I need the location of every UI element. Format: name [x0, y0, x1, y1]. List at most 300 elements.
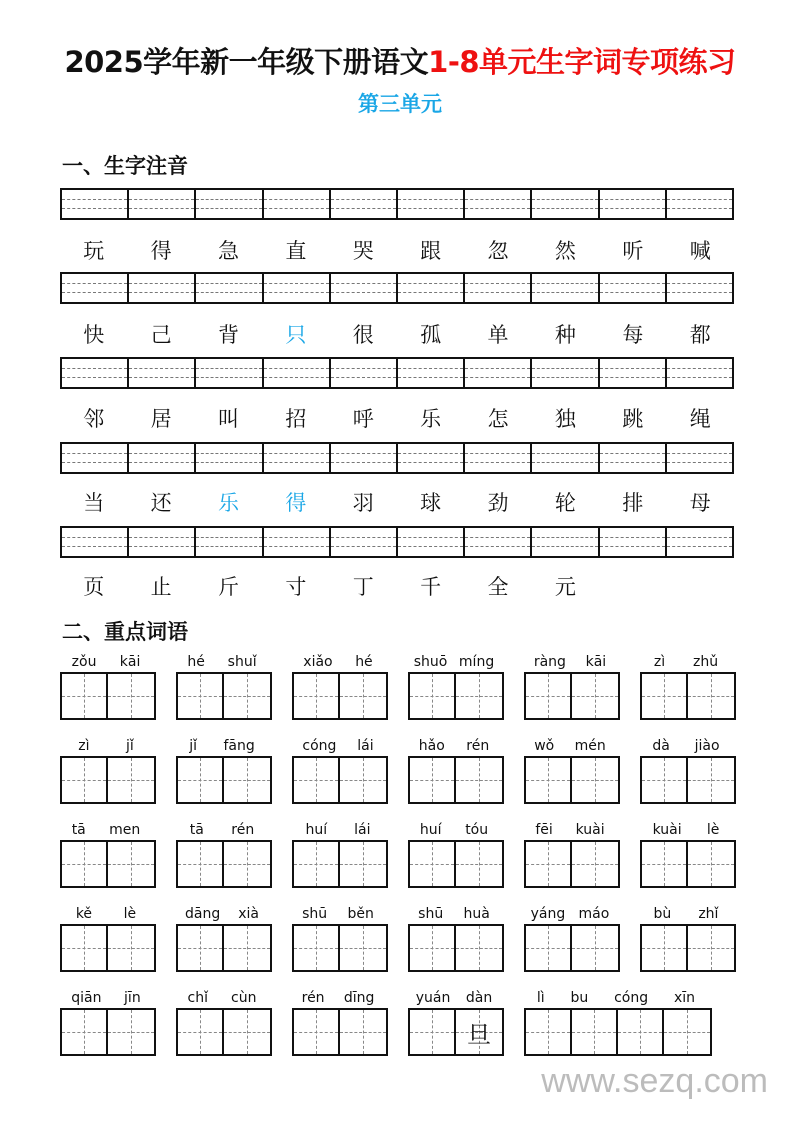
pinyin-cell[interactable] — [331, 190, 398, 218]
tianzige-row[interactable] — [176, 840, 272, 888]
word-block — [524, 988, 712, 1056]
tianzige-row[interactable] — [292, 840, 388, 888]
pinyin-syllable: máo — [578, 906, 610, 922]
word-block — [292, 736, 388, 804]
pinyin-syllable: lái — [357, 738, 374, 754]
pinyin-syllable: zì — [653, 654, 666, 670]
tianzige-cell[interactable] — [688, 926, 734, 970]
tianzige-cell[interactable] — [178, 674, 224, 718]
tianzige-cell[interactable] — [178, 926, 224, 970]
tianzige-cell[interactable] — [642, 758, 688, 802]
word-block — [408, 988, 504, 1056]
pinyin-cell[interactable] — [465, 274, 532, 302]
pinyin-strip[interactable] — [60, 526, 734, 558]
pinyin-cell[interactable] — [667, 528, 732, 556]
tianzige-row[interactable] — [60, 1008, 156, 1056]
pinyin-syllable: míng — [458, 654, 495, 670]
character: 玩 — [83, 239, 105, 263]
character: 然 — [554, 239, 576, 263]
pinyin-cell[interactable] — [196, 528, 263, 556]
pinyin-syllable: fāng — [223, 738, 255, 754]
character-row — [60, 403, 734, 433]
pinyin-cell[interactable] — [129, 274, 196, 302]
pinyin-cell[interactable] — [196, 274, 263, 302]
pinyin-syllable: lè — [706, 822, 720, 838]
character: 球 — [420, 491, 442, 515]
pinyin-syllable: rén — [466, 738, 490, 754]
tianzige-cell[interactable] — [62, 1010, 108, 1054]
tianzige-row[interactable] — [524, 924, 620, 972]
word-pinyin — [292, 820, 384, 840]
pinyin-cell[interactable] — [465, 444, 532, 472]
word-pinyin — [408, 820, 500, 840]
pinyin-cell[interactable] — [129, 190, 196, 218]
tianzige-row[interactable] — [408, 1008, 504, 1056]
tianzige-row[interactable] — [524, 756, 620, 804]
pinyin-cell[interactable] — [465, 528, 532, 556]
pinyin-syllable: cùn — [231, 990, 257, 1006]
word-block — [176, 736, 272, 804]
pinyin-cell[interactable] — [667, 444, 732, 472]
pinyin-strip[interactable] — [60, 188, 734, 220]
character: 得 — [150, 239, 172, 263]
word-pinyin — [524, 820, 616, 840]
word-pinyin — [640, 652, 732, 672]
unit-subtitle: 第三单元 — [358, 92, 442, 116]
pinyin-cell[interactable] — [532, 528, 599, 556]
pinyin-cell[interactable] — [600, 190, 667, 218]
pinyin-cell[interactable] — [532, 274, 599, 302]
tianzige-cell[interactable] — [572, 1010, 618, 1054]
tianzige-cell[interactable] — [178, 758, 224, 802]
pinyin-cell[interactable] — [600, 444, 667, 472]
word-pinyin — [640, 820, 732, 840]
pinyin-cell[interactable] — [196, 359, 263, 387]
word-block — [60, 820, 156, 888]
pinyin-syllable: shuō — [413, 654, 448, 670]
pinyin-syllable: lái — [354, 822, 371, 838]
tianzige-row[interactable] — [176, 1008, 272, 1056]
pinyin-syllable: jǐ — [189, 738, 198, 754]
character: 丁 — [352, 575, 374, 599]
pinyin-cell[interactable] — [398, 444, 465, 472]
pinyin-syllable: chǐ — [187, 990, 208, 1006]
pinyin-syllable: zǒu — [71, 654, 97, 670]
tianzige-cell[interactable] — [340, 758, 386, 802]
tianzige-cell[interactable] — [62, 842, 108, 886]
character: 快 — [83, 323, 105, 347]
word-pinyin — [176, 988, 268, 1008]
tianzige-cell[interactable] — [178, 842, 224, 886]
pinyin-cell[interactable] — [129, 528, 196, 556]
tianzige-cell[interactable] — [688, 842, 734, 886]
character: 跟 — [420, 239, 442, 263]
word-pinyin — [524, 736, 616, 756]
character: 急 — [217, 239, 239, 263]
word-block — [176, 652, 272, 720]
pinyin-syllable: rén — [231, 822, 255, 838]
tianzige-row[interactable] — [292, 672, 388, 720]
pinyin-cell[interactable] — [62, 528, 129, 556]
pinyin-syllable: qiān — [71, 990, 102, 1006]
pinyin-syllable: fēi — [535, 822, 553, 838]
word-block — [176, 820, 272, 888]
pinyin-cell[interactable] — [129, 359, 196, 387]
tianzige-cell[interactable] — [108, 758, 154, 802]
pinyin-cell[interactable] — [62, 444, 129, 472]
pinyin-syllable: mén — [574, 738, 606, 754]
prefilled-character: 旦 — [467, 1020, 491, 1049]
character: 孤 — [420, 323, 442, 347]
word-block — [408, 904, 504, 972]
pinyin-cell[interactable] — [264, 444, 331, 472]
tianzige-cell[interactable] — [224, 926, 270, 970]
pinyin-syllable: xià — [238, 906, 259, 922]
pinyin-syllable: yáng — [530, 906, 566, 922]
title-red: 1-8单元生字词专项练习 — [428, 45, 736, 79]
pinyin-cell[interactable] — [331, 528, 398, 556]
tianzige-cell[interactable] — [410, 758, 456, 802]
tianzige-cell[interactable] — [340, 674, 386, 718]
pinyin-cell[interactable] — [196, 190, 263, 218]
word-pinyin — [292, 988, 384, 1008]
character: 页 — [83, 575, 105, 599]
word-pinyin — [408, 736, 500, 756]
word-pinyin — [176, 736, 268, 756]
word-block — [408, 820, 504, 888]
character: 母 — [689, 491, 711, 515]
tianzige-cell[interactable] — [410, 842, 456, 886]
word-pinyin — [524, 988, 708, 1008]
character: 止 — [150, 575, 172, 599]
word-pinyin — [524, 652, 616, 672]
word-pinyin — [640, 736, 732, 756]
pinyin-syllable: zhǔ — [692, 654, 719, 670]
pinyin-syllable: jiào — [694, 738, 720, 754]
pinyin-cell[interactable] — [667, 359, 732, 387]
pinyin-cell[interactable] — [264, 190, 331, 218]
tianzige-row[interactable] — [60, 672, 156, 720]
tianzige-cell[interactable] — [642, 926, 688, 970]
pinyin-syllable: shū — [302, 906, 328, 922]
word-pinyin — [176, 820, 268, 840]
character: 哭 — [352, 239, 374, 263]
character: 斤 — [217, 575, 239, 599]
word-block — [292, 988, 388, 1056]
word-pinyin — [60, 736, 152, 756]
tianzige-row[interactable] — [408, 840, 504, 888]
tianzige-row[interactable] — [640, 840, 736, 888]
pinyin-cell[interactable] — [532, 444, 599, 472]
pinyin-syllable: yuán — [415, 990, 451, 1006]
tianzige-cell[interactable] — [294, 758, 340, 802]
tianzige-cell[interactable] — [526, 1010, 572, 1054]
tianzige-cell[interactable] — [410, 674, 456, 718]
pinyin-cell[interactable] — [196, 444, 263, 472]
pinyin-syllable: dīng — [343, 990, 375, 1006]
pinyin-syllable: zhǐ — [698, 906, 719, 922]
tianzige-row[interactable] — [292, 756, 388, 804]
pinyin-syllable: tā — [71, 822, 86, 838]
pinyin-syllable: cóng — [614, 990, 649, 1006]
character: 呼 — [352, 407, 374, 431]
pinyin-syllable: hé — [355, 654, 373, 670]
character: 听 — [622, 239, 644, 263]
tianzige-row[interactable] — [176, 672, 272, 720]
pinyin-strip[interactable] — [60, 272, 734, 304]
section2-heading: 二、重点词语 — [62, 620, 188, 644]
tianzige-row[interactable] — [408, 672, 504, 720]
pinyin-strip[interactable] — [60, 357, 734, 389]
pinyin-syllable: xiǎo — [303, 654, 333, 670]
tianzige-row[interactable] — [176, 924, 272, 972]
tianzige-cell[interactable] — [340, 842, 386, 886]
tianzige-row[interactable] — [640, 756, 736, 804]
pinyin-cell[interactable] — [331, 274, 398, 302]
word-pinyin — [408, 652, 500, 672]
pinyin-syllable: lè — [123, 906, 137, 922]
tianzige-cell[interactable] — [178, 1010, 224, 1054]
character: 乐 — [420, 407, 442, 431]
tianzige-cell[interactable] — [294, 674, 340, 718]
character: 元 — [554, 575, 576, 599]
pinyin-syllable: huà — [463, 906, 490, 922]
character: 只 — [285, 323, 307, 347]
character: 招 — [285, 407, 307, 431]
word-block — [524, 736, 620, 804]
pinyin-cell[interactable] — [331, 444, 398, 472]
pinyin-cell[interactable] — [264, 274, 331, 302]
tianzige-cell[interactable] — [294, 842, 340, 886]
pinyin-cell[interactable] — [600, 274, 667, 302]
pinyin-syllable: kuài — [575, 822, 605, 838]
tianzige-cell[interactable] — [526, 758, 572, 802]
tianzige-cell[interactable] — [224, 1010, 270, 1054]
tianzige-cell[interactable] — [688, 674, 734, 718]
character: 直 — [285, 239, 307, 263]
tianzige-row[interactable] — [640, 924, 736, 972]
pinyin-syllable: zì — [78, 738, 90, 754]
tianzige-cell[interactable] — [224, 842, 270, 886]
word-pinyin — [408, 988, 500, 1008]
word-block — [292, 820, 388, 888]
character-row — [60, 235, 734, 265]
character: 劲 — [487, 491, 509, 515]
character: 还 — [150, 491, 172, 515]
tianzige-cell[interactable] — [410, 1010, 456, 1054]
pinyin-syllable: shū — [418, 906, 444, 922]
tianzige-cell[interactable] — [572, 758, 618, 802]
page-title — [0, 40, 800, 81]
tianzige-cell[interactable] — [456, 758, 502, 802]
pinyin-syllable: bù — [653, 906, 672, 922]
character: 邻 — [83, 407, 105, 431]
word-pinyin — [60, 988, 152, 1008]
tianzige-cell[interactable] — [340, 926, 386, 970]
tianzige-cell[interactable] — [294, 926, 340, 970]
tianzige-cell[interactable] — [456, 1010, 502, 1054]
tianzige-cell[interactable] — [224, 758, 270, 802]
tianzige-row[interactable] — [524, 840, 620, 888]
character: 己 — [150, 323, 172, 347]
tianzige-row[interactable] — [640, 672, 736, 720]
character: 绳 — [689, 407, 711, 431]
tianzige-row[interactable] — [60, 756, 156, 804]
word-block — [60, 736, 156, 804]
word-pinyin — [176, 904, 268, 924]
word-pinyin — [292, 736, 384, 756]
tianzige-cell[interactable] — [642, 674, 688, 718]
character: 轮 — [554, 491, 576, 515]
pinyin-cell[interactable] — [600, 359, 667, 387]
word-pinyin — [60, 904, 152, 924]
character: 跳 — [622, 407, 644, 431]
pinyin-syllable: tā — [189, 822, 204, 838]
pinyin-cell[interactable] — [62, 274, 129, 302]
tianzige-cell[interactable] — [618, 1010, 664, 1054]
character: 背 — [217, 323, 239, 347]
character: 怎 — [487, 407, 509, 431]
tianzige-cell[interactable] — [456, 842, 502, 886]
tianzige-cell[interactable] — [456, 674, 502, 718]
pinyin-cell[interactable] — [62, 359, 129, 387]
character: 全 — [487, 575, 509, 599]
tianzige-cell[interactable] — [410, 926, 456, 970]
character: 忽 — [487, 239, 509, 263]
tianzige-cell[interactable] — [224, 674, 270, 718]
character: 羽 — [352, 491, 374, 515]
word-block — [524, 904, 620, 972]
character: 乐 — [217, 491, 239, 515]
tianzige-cell[interactable] — [526, 674, 572, 718]
word-block — [640, 652, 736, 720]
word-block — [60, 652, 156, 720]
tianzige-row[interactable] — [408, 924, 504, 972]
pinyin-cell[interactable] — [600, 528, 667, 556]
character: 居 — [150, 407, 172, 431]
word-pinyin — [292, 652, 384, 672]
pinyin-cell[interactable] — [465, 359, 532, 387]
character: 独 — [554, 407, 576, 431]
pinyin-cell[interactable] — [667, 274, 732, 302]
pinyin-syllable: lì — [536, 990, 545, 1006]
pinyin-syllable: dà — [652, 738, 670, 754]
tianzige-row[interactable] — [176, 756, 272, 804]
tianzige-row[interactable] — [524, 672, 620, 720]
word-block — [60, 904, 156, 972]
tianzige-cell[interactable] — [688, 758, 734, 802]
tianzige-cell[interactable] — [294, 1010, 340, 1054]
character: 种 — [554, 323, 576, 347]
word-pinyin — [292, 904, 384, 924]
tianzige-cell[interactable] — [526, 842, 572, 886]
tianzige-row[interactable] — [524, 1008, 712, 1056]
tianzige-row[interactable] — [60, 924, 156, 972]
character: 千 — [420, 575, 442, 599]
pinyin-syllable: běn — [347, 906, 374, 922]
tianzige-row[interactable] — [292, 924, 388, 972]
pinyin-syllable: ràng — [533, 654, 566, 670]
character: 当 — [83, 491, 105, 515]
tianzige-cell[interactable] — [642, 842, 688, 886]
pinyin-cell[interactable] — [62, 190, 129, 218]
tianzige-cell[interactable] — [108, 842, 154, 886]
tianzige-row[interactable] — [292, 1008, 388, 1056]
character: 单 — [487, 323, 509, 347]
word-block — [176, 988, 272, 1056]
pinyin-syllable: tóu — [465, 822, 489, 838]
tianzige-cell[interactable] — [108, 1010, 154, 1054]
pinyin-syllable: men — [109, 822, 141, 838]
character: 排 — [622, 491, 644, 515]
word-pinyin — [408, 904, 500, 924]
tianzige-cell[interactable] — [456, 926, 502, 970]
pinyin-cell[interactable] — [398, 359, 465, 387]
tianzige-cell[interactable] — [526, 926, 572, 970]
character: 喊 — [689, 239, 711, 263]
pinyin-cell[interactable] — [532, 190, 599, 218]
tianzige-row[interactable] — [408, 756, 504, 804]
pinyin-syllable: huí — [305, 822, 328, 838]
pinyin-syllable: hé — [187, 654, 205, 670]
pinyin-syllable: bu — [570, 990, 589, 1006]
pinyin-strip[interactable] — [60, 442, 734, 474]
pinyin-cell[interactable] — [331, 359, 398, 387]
character: 很 — [352, 323, 374, 347]
word-block — [176, 904, 272, 972]
pinyin-cell[interactable] — [398, 190, 465, 218]
pinyin-cell[interactable] — [465, 190, 532, 218]
tianzige-cell[interactable] — [572, 674, 618, 718]
pinyin-syllable: shuǐ — [227, 654, 257, 670]
pinyin-syllable: jǐ — [125, 738, 134, 754]
pinyin-cell[interactable] — [398, 274, 465, 302]
tianzige-cell[interactable] — [108, 926, 154, 970]
character: 都 — [689, 323, 711, 347]
pinyin-syllable: cóng — [302, 738, 337, 754]
pinyin-syllable: kāi — [585, 654, 607, 670]
character-row — [60, 487, 734, 517]
tianzige-cell[interactable] — [108, 674, 154, 718]
word-block — [408, 736, 504, 804]
word-block — [524, 820, 620, 888]
tianzige-cell[interactable] — [572, 926, 618, 970]
tianzige-cell[interactable] — [62, 758, 108, 802]
tianzige-row[interactable] — [60, 840, 156, 888]
pinyin-cell[interactable] — [129, 444, 196, 472]
character-row — [60, 571, 734, 601]
word-block — [292, 652, 388, 720]
pinyin-cell[interactable] — [264, 528, 331, 556]
pinyin-cell[interactable] — [398, 528, 465, 556]
tianzige-cell[interactable] — [664, 1010, 710, 1054]
tianzige-cell[interactable] — [340, 1010, 386, 1054]
word-pinyin — [524, 904, 616, 924]
word-pinyin — [60, 652, 152, 672]
pinyin-cell[interactable] — [667, 190, 732, 218]
word-block — [408, 652, 504, 720]
pinyin-syllable: kuài — [652, 822, 682, 838]
word-pinyin — [640, 904, 732, 924]
pinyin-cell[interactable] — [264, 359, 331, 387]
pinyin-cell[interactable] — [532, 359, 599, 387]
pinyin-syllable: huí — [419, 822, 442, 838]
tianzige-cell[interactable] — [62, 926, 108, 970]
tianzige-cell[interactable] — [62, 674, 108, 718]
pinyin-syllable: jīn — [124, 990, 141, 1006]
tianzige-cell[interactable] — [572, 842, 618, 886]
character: 叫 — [217, 407, 239, 431]
